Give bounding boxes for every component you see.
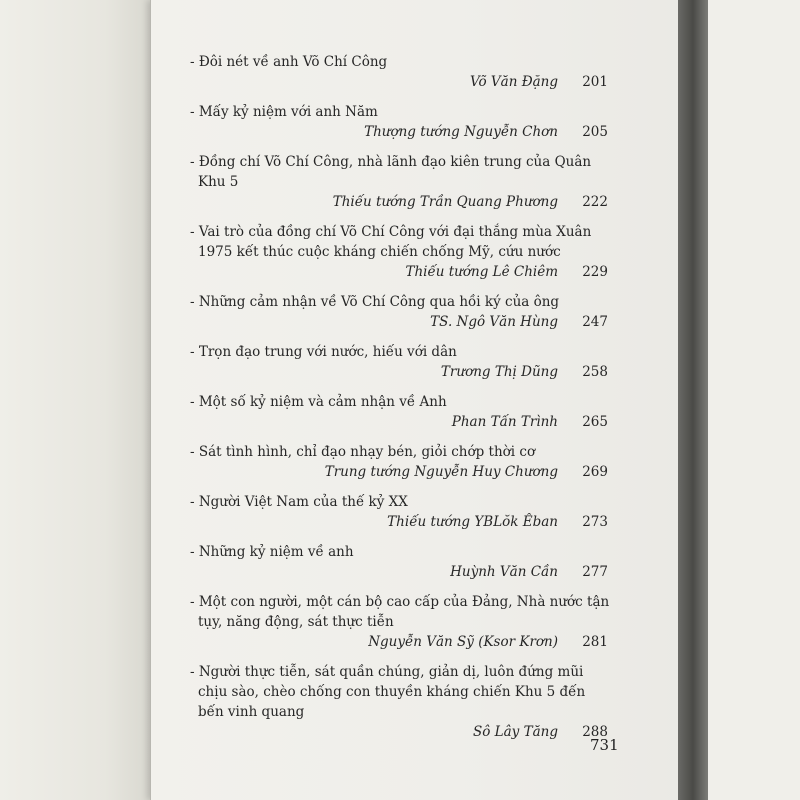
entry-author: Thiếu tướng Lê Chiêm	[405, 264, 558, 280]
toc-entry	[190, 292, 610, 334]
entry-page-number: 265	[582, 414, 608, 430]
toc-entry	[190, 392, 610, 434]
entry-page-number: 273	[582, 514, 608, 530]
entry-author: Thiếu tướng YBLŏk Êban	[387, 514, 558, 530]
entry-title: - Sát tình hình, chỉ đạo nhạy bén, giỏi chớp thời cơ	[190, 444, 536, 460]
entry-page-number: 281	[582, 634, 608, 650]
entry-author: TS. Ngô Văn Hùng	[430, 314, 558, 330]
entry-page-number: 205	[582, 124, 608, 140]
entry-title: - Đồng chí Võ Chí Công, nhà lãnh đạo kiên trung của Quân Khu 5	[190, 154, 592, 190]
toc-entry	[190, 442, 610, 484]
entry-title: - Vai trò của đồng chí Võ Chí Công với đại thắng mùa Xuân 1975 kết thúc cuộc kháng chiến chống Mỹ, cứu nước	[190, 224, 592, 260]
entry-title: - Trọn đạo trung với nước, hiếu với dân	[190, 344, 457, 360]
entry-author: Sô Lây Tăng	[473, 724, 558, 740]
entry-author-line	[190, 462, 610, 484]
entry-author-line	[190, 312, 610, 334]
entry-author: Trương Thị Dũng	[440, 364, 558, 380]
entry-author-line	[190, 562, 610, 584]
toc-entry	[190, 592, 610, 654]
table-of-contents	[190, 52, 610, 744]
entry-page-number: 269	[582, 464, 608, 480]
entry-author: Nguyễn Văn Sỹ (Ksor Krơn)	[368, 634, 558, 650]
toc-entry	[190, 222, 610, 284]
toc-entry	[190, 662, 610, 744]
page-number: 731	[590, 736, 619, 754]
toc-entry	[190, 492, 610, 534]
entry-title: - Đôi nét về anh Võ Chí Công	[190, 54, 388, 70]
entry-author-line	[190, 122, 610, 144]
entry-title: - Những cảm nhận về Võ Chí Công qua hồi ký của ông	[190, 294, 560, 310]
toc-entry	[190, 52, 610, 94]
toc-entry	[190, 542, 610, 584]
entry-title: - Người Việt Nam của thế kỷ XX	[190, 494, 408, 510]
entry-page-number: 201	[582, 74, 608, 90]
book-spine-shadow	[678, 0, 708, 800]
entry-page-number: 229	[582, 264, 608, 280]
entry-author: Huỳnh Văn Cần	[450, 564, 558, 580]
toc-entry	[190, 102, 610, 144]
entry-page-number: 222	[582, 194, 608, 210]
entry-page-number: 258	[582, 364, 608, 380]
entry-author: Thượng tướng Nguyễn Chơn	[364, 124, 558, 140]
entry-author-line	[190, 262, 610, 284]
entry-author-line	[190, 722, 610, 744]
entry-author-line	[190, 72, 610, 94]
entry-author-line	[190, 512, 610, 534]
entry-author: Thiếu tướng Trần Quang Phương	[332, 194, 558, 210]
entry-page-number: 247	[582, 314, 608, 330]
entry-author: Võ Văn Đặng	[470, 74, 558, 90]
background-right	[708, 0, 800, 800]
toc-entry	[190, 152, 610, 214]
entry-title: - Những kỷ niệm về anh	[190, 544, 354, 560]
entry-title: - Một số kỷ niệm và cảm nhận về Anh	[190, 394, 447, 410]
entry-author-line	[190, 632, 610, 654]
book-edge	[0, 0, 150, 800]
entry-author-line	[190, 362, 610, 384]
entry-author: Trung tướng Nguyễn Huy Chương	[324, 464, 558, 480]
entry-title: - Người thực tiễn, sát quần chúng, giản dị, luôn đứng mũi chịu sào, chèo chống con thuyền kháng chiến Khu 5 đến bến vinh quang	[190, 664, 586, 720]
toc-entry	[190, 342, 610, 384]
entry-author-line	[190, 412, 610, 434]
entry-author-line	[190, 192, 610, 214]
entry-author: Phan Tấn Trình	[451, 414, 558, 430]
entry-title: - Mấy kỷ niệm với anh Năm	[190, 104, 378, 120]
entry-title: - Một con người, một cán bộ cao cấp của Đảng, Nhà nước tận tụy, năng động, sát thực tiễn	[190, 594, 610, 630]
entry-page-number: 277	[582, 564, 608, 580]
entry-page-number: 288	[582, 724, 608, 740]
